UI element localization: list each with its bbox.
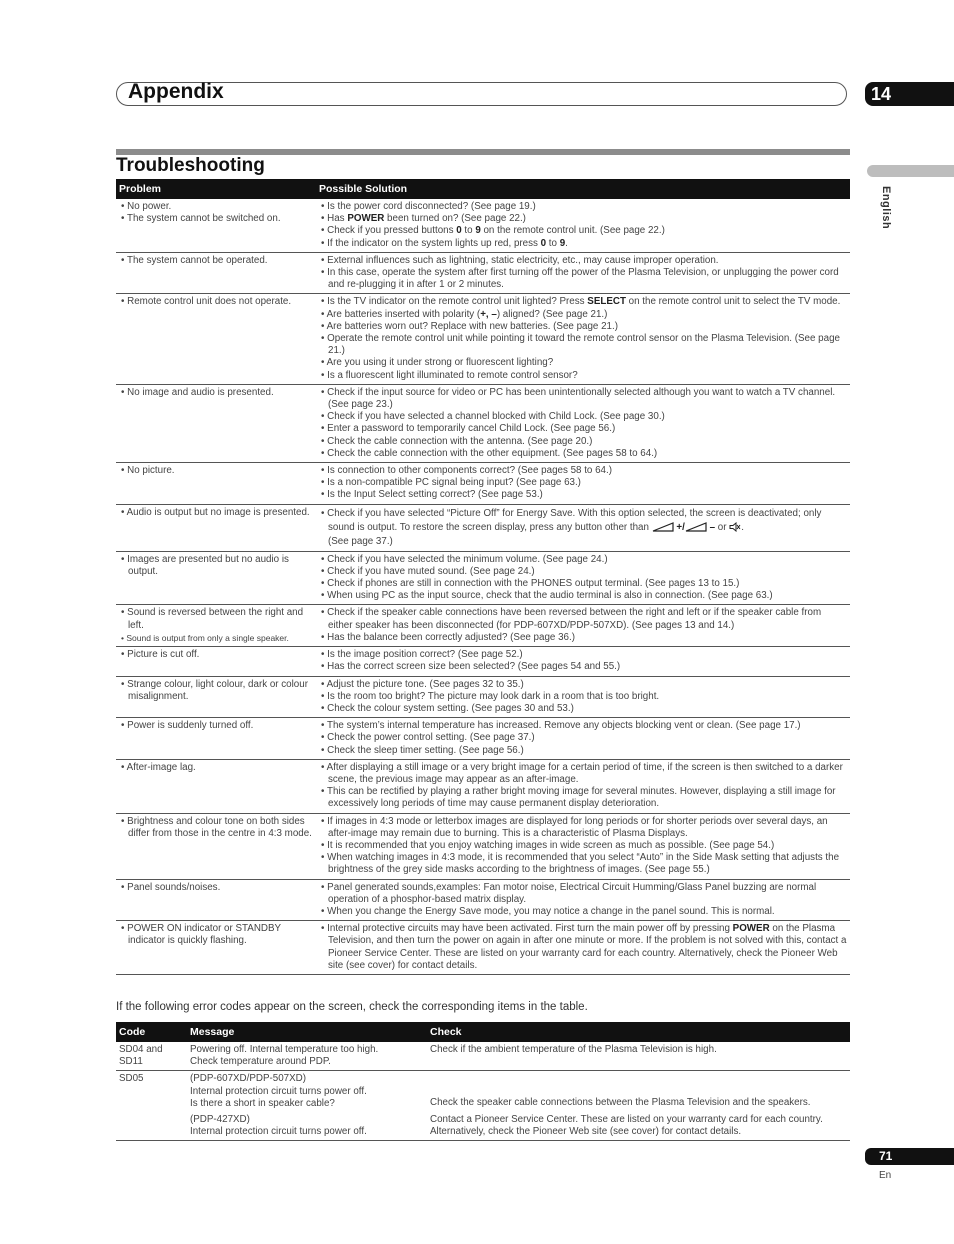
solution-item: • Enter a password to temporarily cancel Child Lock. (See page 56.)	[319, 423, 847, 435]
table-row	[116, 199, 850, 252]
message-line: (PDP-427XD)	[190, 1114, 250, 1126]
solution-cell	[316, 647, 850, 676]
code-cell: SD04 and SD11	[116, 1042, 187, 1071]
plus-minus-label: +/	[673, 521, 685, 533]
mute-icon	[729, 522, 741, 532]
solution-item: • External influences such as lightning, static electricity, etc., may cause improper operation.	[319, 255, 847, 267]
solution-item: • The system’s internal temperature has increased. Remove any objects blocking vent or clean. (See page 17.)	[319, 720, 847, 732]
solution-cell	[316, 676, 850, 718]
period: .	[741, 521, 744, 533]
table-row	[116, 294, 850, 384]
solution-item: • If images in 4:3 mode or letterbox images are displayed for long periods or for shorter periods over several days, an after-image may remain due to burning. This is a characteristic of Plasma Displays.	[319, 816, 847, 840]
solution-cell	[316, 605, 850, 647]
problem-cell	[116, 551, 316, 605]
solution-cell	[316, 718, 850, 760]
table-row	[116, 676, 850, 718]
page-lang: En	[879, 1170, 892, 1181]
table-row	[116, 1071, 850, 1112]
volume-down-icon	[685, 522, 707, 532]
problem-item: • The system cannot be switched on.	[119, 213, 313, 225]
problem-cell	[116, 676, 316, 718]
solution-item: • When you change the Energy Save mode, you may notice a change in the panel sound. This is normal.	[319, 906, 847, 918]
chapter-number-tab: 14	[865, 82, 954, 106]
solution-cell	[316, 252, 850, 294]
solution-item: • Are batteries inserted with polarity (+, –) aligned? (See page 21.)	[319, 309, 847, 321]
solution-item: • Has the correct screen size been selected? (See pages 54 and 55.)	[319, 661, 847, 673]
col-code: Code	[116, 1022, 187, 1042]
table-row	[116, 605, 850, 647]
troubleshooting-table	[116, 179, 850, 975]
table-row	[116, 384, 850, 462]
solution-item: • Is a fluorescent light illuminated to remote control sensor?	[319, 370, 847, 382]
solution-cell	[316, 294, 850, 384]
check-cell: Check the speaker cable connections between the Plasma Television and the speakers.	[430, 1097, 811, 1109]
solution-item: • Adjust the picture tone. (See pages 32 to 35.)	[319, 679, 847, 691]
solution-item: • Is the image position correct? (See page 52.)	[319, 649, 847, 661]
solution-item: • Check if you pressed buttons 0 to 9 on the remote control unit. (See page 22.)	[319, 225, 847, 237]
solution-cell	[316, 504, 850, 551]
problem-item: • No picture.	[119, 465, 313, 477]
table-row	[116, 647, 850, 676]
table-row	[116, 759, 850, 813]
problem-cell	[116, 879, 316, 921]
message-line: Internal protection circuit turns power off.	[190, 1085, 367, 1097]
solution-item: • Is the power cord disconnected? (See page 19.)	[319, 201, 847, 213]
solution-item: • Is connection to other components correct? (See pages 58 to 64.)	[319, 465, 847, 477]
solution-item: • When watching images in 4:3 mode, it is recommended that you select “Auto” in the Side Mask setting that adjusts the brightness of the grey side masks according to the brightness of images. (See page 55.)	[319, 852, 847, 876]
problem-item: • Audio is output but no image is presented.	[119, 507, 313, 519]
problem-item: • No image and audio is presented.	[119, 387, 313, 399]
problem-item: • Remote control unit does not operate.	[119, 296, 313, 308]
section-title: Troubleshooting	[116, 155, 265, 176]
col-solution: Possible Solution	[316, 179, 850, 199]
col-problem: Problem	[116, 179, 316, 199]
problem-cell	[116, 504, 316, 551]
table-row	[116, 252, 850, 294]
solution-item: • Has POWER been turned on? (See page 22.)	[319, 213, 847, 225]
table-row	[116, 1042, 850, 1071]
message-cell	[187, 1071, 427, 1112]
problem-item: • Strange colour, light colour, dark or colour misalignment.	[119, 679, 313, 703]
code-cell	[116, 1112, 187, 1141]
solution-item: • Internal protective circuits may have been activated. First turn the main power off by pressing POWER on the Plasma Television, and then turn the power on again in after one minute or more. If the problem is not solved with this, contact a Pioneer Service Center. These are listed on your warranty card for each country. Alternatively, check the Pioneer Web site (see cover) for contact details.	[319, 923, 847, 972]
error-code-table	[116, 1022, 850, 1141]
solution-item: • In this case, operate the system after first turning off the power of the Plasma Television, or unplugging the power cord and re-plugging it in after 1 or 2 minutes.	[319, 267, 847, 291]
message-line: Powering off. Internal temperature too high.	[190, 1044, 379, 1055]
solution-item: • Check if you have selected a channel blocked with Child Lock. (See page 30.)	[319, 411, 847, 423]
solution-item: • Is the TV indicator on the remote control unit lighted? Press SELECT on the remote control unit to select the TV mode.	[319, 296, 847, 308]
solution-item: • When using PC as the input source, check that the audio terminal is also in connection. (See page 63.)	[319, 590, 847, 602]
problem-cell	[116, 199, 316, 252]
language-label: English	[880, 186, 892, 230]
solution-item: • Are you using it under strong or fluorescent lighting?	[319, 357, 847, 369]
page-header-title: Appendix	[128, 80, 224, 103]
solution-item: • It is recommended that you enjoy watching images in wide screen as much as possible. (See page 54.)	[319, 840, 847, 852]
solution-cell	[316, 199, 850, 252]
table-row	[116, 921, 850, 975]
problem-item: • No power.	[119, 201, 313, 213]
solution-item: • Check the power control setting. (See page 37.)	[319, 732, 847, 744]
solution-item: • Has the balance been correctly adjusted? (See page 36.)	[319, 632, 847, 644]
problem-cell	[116, 605, 316, 647]
table-row	[116, 718, 850, 760]
col-check: Check	[427, 1022, 850, 1042]
solution-item: • Are batteries worn out? Replace with new batteries. (See page 21.)	[319, 321, 847, 333]
solution-item: • Check if the speaker cable connections have been reversed between the right and left or if the speaker cable from either speaker has been disconnected (for PDP-607XD/PDP-507XD). (See pages 13 and 14.)	[319, 607, 847, 631]
table-row	[116, 879, 850, 921]
solution-item: • Is the Input Select setting correct? (See page 53.)	[319, 489, 847, 501]
solution-cell	[316, 551, 850, 605]
message-line: (PDP-607XD/PDP-507XD)	[190, 1073, 306, 1085]
table-row	[116, 504, 850, 551]
problem-item: • After-image lag.	[119, 762, 313, 774]
check-cell: Check if the ambient temperature of the Plasma Television is high.	[427, 1042, 850, 1071]
problem-cell	[116, 252, 316, 294]
solution-item: • Is a non-compatible PC signal being input? (See page 63.)	[319, 477, 847, 489]
col-message: Message	[187, 1022, 427, 1042]
table-row	[116, 551, 850, 605]
solution-cell	[316, 813, 850, 879]
volume-up-icon	[652, 522, 674, 532]
solution-item: • Check the cable connection with the antenna. (See page 20.)	[319, 436, 847, 448]
problem-item: • Panel sounds/noises.	[119, 882, 313, 894]
problem-item: • Sound is output from only a single speaker.	[119, 632, 313, 644]
problem-cell	[116, 921, 316, 975]
language-side-tab	[867, 165, 954, 177]
code-cell: SD05	[119, 1073, 144, 1085]
message-line: Internal protection circuit turns power off.	[190, 1126, 367, 1138]
problem-cell	[116, 647, 316, 676]
table-row	[116, 463, 850, 505]
solution-item: • Check if the input source for video or PC has been unintentionally selected although you want to watch a TV channel. (See page 23.)	[319, 387, 847, 411]
solution-item: • If the indicator on the system lights up red, press 0 to 9.	[319, 238, 847, 250]
problem-cell	[116, 759, 316, 813]
minus-label: –	[706, 521, 718, 533]
solution-item: • After displaying a still image or a very bright image for a certain period of time, if the screen is then switched to a darker scene, the previous image may appear as an after-image.	[319, 762, 847, 786]
table-row	[116, 813, 850, 879]
solution-item: • Check the cable connection with the other equipment. (See pages 58 to 64.)	[319, 448, 847, 460]
solution-item: • Check if you have selected the minimum volume. (See page 24.)	[319, 554, 847, 566]
solution-item: • Check the colour system setting. (See pages 30 and 53.)	[319, 703, 847, 715]
message-line: Check temperature around PDP.	[190, 1056, 331, 1068]
error-codes-note: If the following error codes appear on the screen, check the corresponding items in the table.	[116, 1001, 588, 1013]
table-row	[116, 1112, 850, 1141]
energy-save-text: Check if you have selected “Picture Off” for Energy Save. With this option selected, the screen is deactivated; only sound is output. To restore the screen display, press any button other than	[327, 507, 822, 533]
solution-item: • This can be rectified by playing a rather bright moving image for several minutes. However, displaying a still image for excessively long periods of time may cause permanent display deterioration.	[319, 786, 847, 810]
check-cell: Contact a Pioneer Service Center. These are listed on your warranty card for each country. Alternatively, check the Pioneer Web site (see cover) for contact details.	[427, 1112, 850, 1141]
problem-cell	[116, 463, 316, 505]
message-cell	[187, 1042, 427, 1071]
header-bar	[116, 82, 847, 106]
problem-cell	[116, 813, 316, 879]
see-page: (See page 37.)	[328, 535, 393, 547]
solution-item: • Check if phones are still in connection with the PHONES output terminal. (See pages 13 to 15.)	[319, 578, 847, 590]
solution-cell	[316, 879, 850, 921]
solution-item: • Check if you have muted sound. (See page 24.)	[319, 566, 847, 578]
problem-cell	[116, 294, 316, 384]
message-line: Is there a short in speaker cable?	[190, 1097, 335, 1109]
problem-item: • Images are presented but no audio is output.	[119, 554, 313, 578]
solution-item: • Operate the remote control unit while pointing it toward the remote control sensor on the Plasma Television. (See page 21.)	[319, 333, 847, 357]
problem-item: • Sound is reversed between the right and left.	[119, 607, 313, 631]
solution-item: • Panel generated sounds,examples: Fan motor noise, Electrical Circuit Humming/Glass Panel buzzing are normal operation of a phosphor-based matrix display.	[319, 882, 847, 906]
solution-cell	[316, 921, 850, 975]
message-cell	[187, 1112, 427, 1141]
problem-item: • Brightness and colour tone on both sides differ from those in the centre in 4:3 mode.	[119, 816, 313, 840]
solution-item: • Is the room too bright? The picture may look dark in a room that is too bright.	[319, 691, 847, 703]
problem-item: • POWER ON indicator or STANDBY indicator is quickly flashing.	[119, 923, 313, 947]
problem-item: • Picture is cut off.	[119, 649, 313, 661]
or-label: or	[717, 521, 730, 533]
problem-cell	[116, 718, 316, 760]
solution-item	[319, 507, 847, 549]
solution-cell	[316, 384, 850, 462]
table-header-row	[116, 179, 850, 199]
solution-item: • Check the sleep timer setting. (See page 56.)	[319, 745, 847, 757]
solution-cell	[316, 759, 850, 813]
problem-item: • The system cannot be operated.	[119, 255, 313, 267]
table-header-row	[116, 1022, 850, 1042]
solution-cell	[316, 463, 850, 505]
problem-cell	[116, 384, 316, 462]
problem-item: • Power is suddenly turned off.	[119, 720, 313, 732]
page-number: 71	[865, 1148, 954, 1165]
